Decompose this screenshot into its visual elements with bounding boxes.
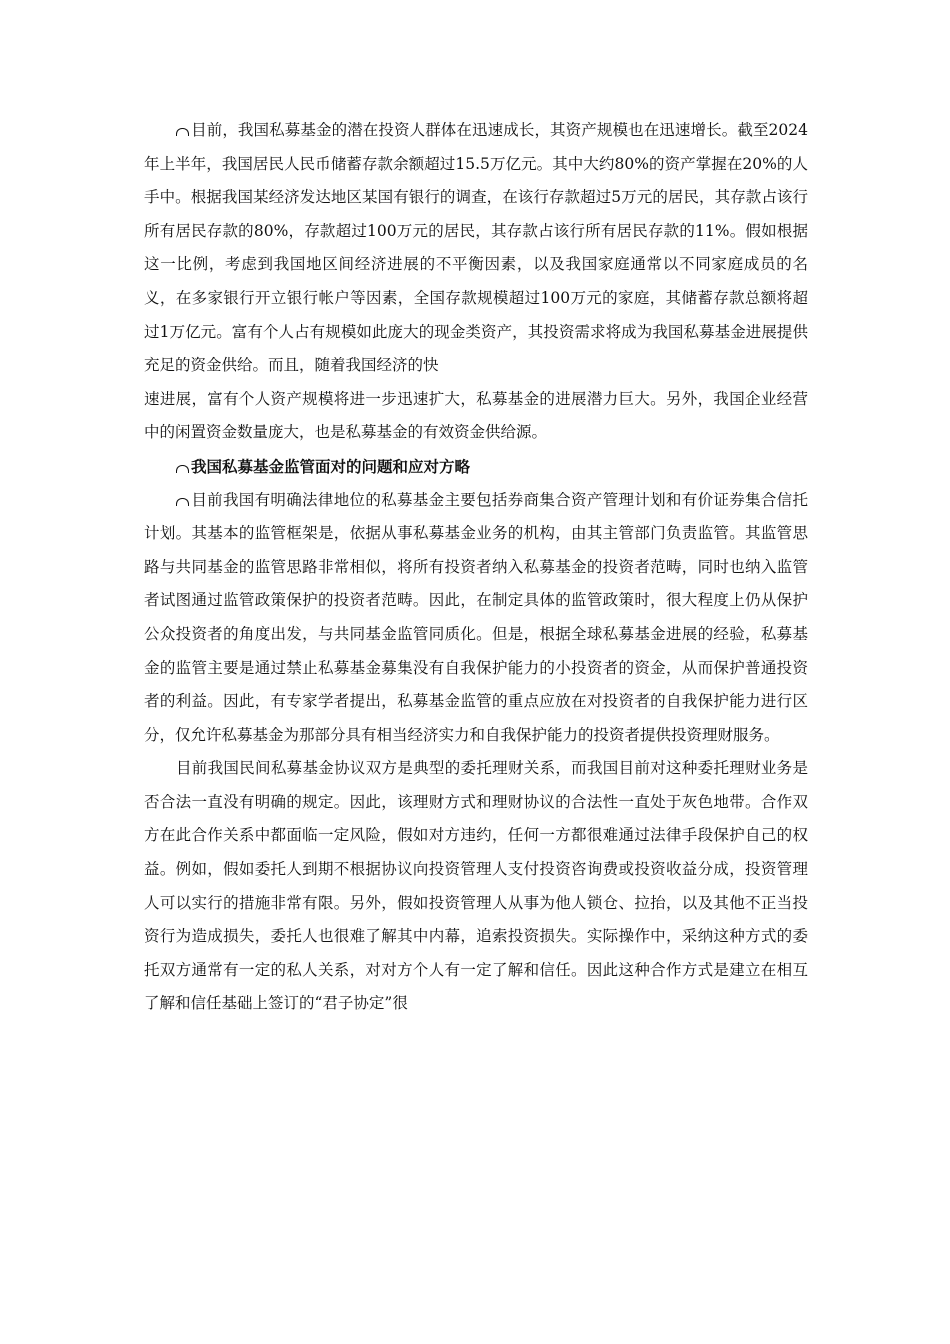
paragraph-2 [144, 383, 808, 450]
paragraph-4 [144, 752, 808, 1021]
bracket-marker-icon [176, 465, 189, 473]
paragraph-1 [144, 114, 808, 383]
bracket-marker-icon [176, 498, 189, 506]
paragraph-text: 目前我国民间私募基金协议双方是典型的委托理财关系，而我国目前对这种委托理财业务是否合法一直没有明确的规定。因此，该理财方式和理财协议的合法性一直处于灰色地带。合作双方在此合作关系中都面临一定风险，假如对方违约，任何一方都很难通过法律手段保护自己的权益。例如，假如委托人到期不根据协议向投资管理人支付投资咨询费或投资收益分成，投资管理人可以实行的措施非常有限。另外，假如投资管理人从事为他人锁仓、拉抬，以及其他不正当投资行为造成损失，委托人也很难了解其中内幕，追索投资损失。实际操作中，采纳这种方式的委托双方通常有一定的私人关系，对对方个人有一定了解和信任。因此这种合作方式是建立在相互了解和信任基础上签订的“君子协定”很 [144, 759, 808, 1013]
paragraph-3 [144, 484, 808, 753]
section-heading [144, 450, 808, 484]
paragraph-text: 目前我国有明确法律地位的私募基金主要包括券商集合资产管理计划和有价证券集合信托计划。其基本的监管框架是，依据从事私募基金业务的机构，由其主管部门负责监管。其监管思路与共同基金的监管思路非常相似，将所有投资者纳入私募基金的投资者范畴，同时也纳入监管者试图通过监管政策保护的投资者范畴。因此，在制定具体的监管政策时，很大程度上仍从保护公众投资者的角度出发，与共同基金监管同质化。但是，根据全球私募基金进展的经验，私募基金的监管主要是通过禁止私募基金募集没有自我保护能力的小投资者的资金，从而保护普通投资者的利益。因此，有专家学者提出，私募基金监管的重点应放在对投资者的自我保护能力进行区分，仅允许私募基金为那部分具有相当经济实力和自我保护能力的投资者提供投资理财服务。 [144, 490, 808, 744]
bracket-marker-icon [176, 128, 189, 136]
heading-text: 我国私募基金监管面对的问题和应对方略 [191, 456, 471, 476]
document-page [144, 114, 808, 1021]
paragraph-text: 速进展，富有个人资产规模将进一步迅速扩大，私募基金的进展潜力巨大。另外，我国企业经营中的闲置资金数量庞大，也是私募基金的有效资金供给源。 [144, 389, 808, 442]
paragraph-text: 目前，我国私募基金的潜在投资人群体在迅速成长，其资产规模也在迅速增长。截至2024年上半年，我国居民人民币储蓄存款余额超过15.5万亿元。其中大约80%的资产掌握在20%的人手中。根据我国某经济发达地区某国有银行的调查，在该行存款超过5万元的居民，其存款占该行所有居民存款的80%，存款超过100万元的居民，其存款占该行所有居民存款的11%。假如根据这一比例，考虑到我国地区间经济进展的不平衡因素，以及我国家庭通常以不同家庭成员的名义，在多家银行开立银行帐户等因素，全国存款规模超过100万元的家庭，其储蓄存款总额将超过1万亿元。富有个人占有规模如此庞大的现金类资产，其投资需求将成为我国私募基金进展提供充足的资金供给。而且，随着我国经济的快 [144, 121, 808, 375]
